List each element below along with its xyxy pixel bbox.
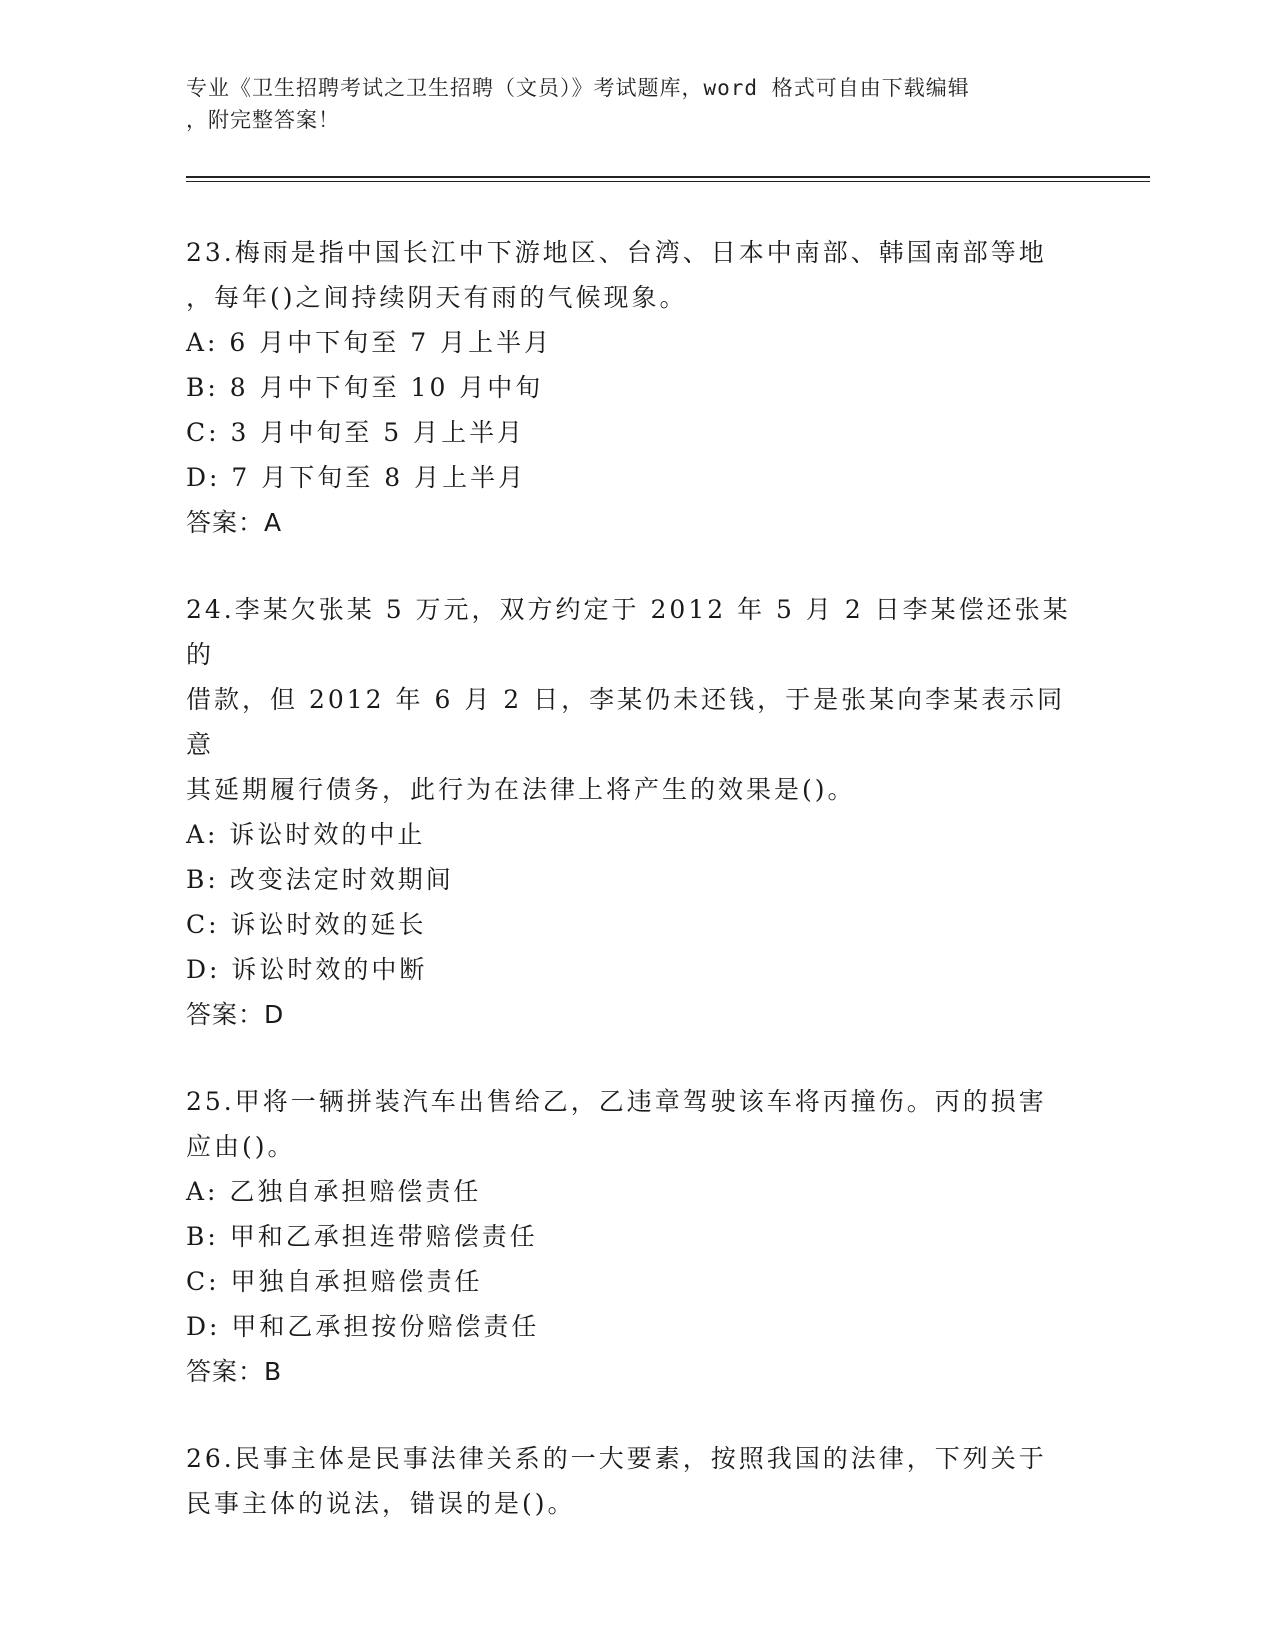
- question-text-line: ，每年()之间持续阴天有雨的气候现象。: [186, 283, 688, 312]
- question-text-line: 应由()。: [186, 1132, 296, 1161]
- question-text-line: 24.李某欠张某 5 万元，双方约定于 2012 年 5 月 2 日李某偿还张某的: [186, 595, 1071, 669]
- header-divider-thin: [186, 181, 1150, 182]
- header-line-1: 专业《卫生招聘考试之卫生招聘（文员）》考试题库，word 格式可自由下载编辑: [186, 76, 970, 100]
- question-list: [186, 230, 1086, 1567]
- question-text-line: 23.梅雨是指中国长江中下游地区、台湾、日本中南部、韩国南部等地: [186, 238, 1047, 267]
- answer-option: D: 甲和乙承担按份赔偿责任: [186, 1312, 540, 1341]
- answer-option: C: 甲独自承担赔偿责任: [186, 1267, 483, 1296]
- answer-option: B: 甲和乙承担连带赔偿责任: [186, 1222, 538, 1251]
- question-item: [186, 230, 1086, 546]
- answer-option: D: 诉讼时效的中断: [186, 955, 428, 984]
- document-header: [186, 72, 1066, 136]
- question-item: [186, 587, 1086, 1038]
- answer-option: A: 乙独自承担赔偿责任: [186, 1177, 482, 1206]
- question-text-line: 25.甲将一辆拼装汽车出售给乙，乙违章驾驶该车将丙撞伤。丙的损害: [186, 1087, 1047, 1116]
- answer-option: B: 8 月中下旬至 10 月中旬: [186, 373, 544, 402]
- answer-option: B: 改变法定时效期间: [186, 865, 454, 894]
- answer-option: C: 诉讼时效的延长: [186, 910, 427, 939]
- answer-option: D: 7 月下旬至 8 月上半月: [186, 463, 527, 492]
- question-text-line: 民事主体的说法，错误的是()。: [186, 1489, 576, 1518]
- header-divider-thick: [186, 176, 1150, 178]
- answer-key: 答案：A: [186, 508, 283, 537]
- answer-option: A: 6 月中下旬至 7 月上半月: [186, 328, 553, 357]
- answer-key: 答案：B: [186, 1357, 283, 1386]
- question-text-line: 借款，但 2012 年 6 月 2 日，李某仍未还钱，于是张某向李某表示同意: [186, 685, 1066, 759]
- question-text-line: 26.民事主体是民事法律关系的一大要素，按照我国的法律，下列关于: [186, 1444, 1047, 1473]
- question-item: [186, 1079, 1086, 1395]
- question-item: [186, 1436, 1086, 1526]
- answer-key: 答案：D: [186, 1000, 285, 1029]
- question-text-line: 其延期履行债务，此行为在法律上将产生的效果是()。: [186, 775, 856, 804]
- answer-option: C: 3 月中旬至 5 月上半月: [186, 418, 526, 447]
- answer-option: A: 诉讼时效的中止: [186, 820, 426, 849]
- header-line-2: ，附完整答案！: [186, 108, 340, 132]
